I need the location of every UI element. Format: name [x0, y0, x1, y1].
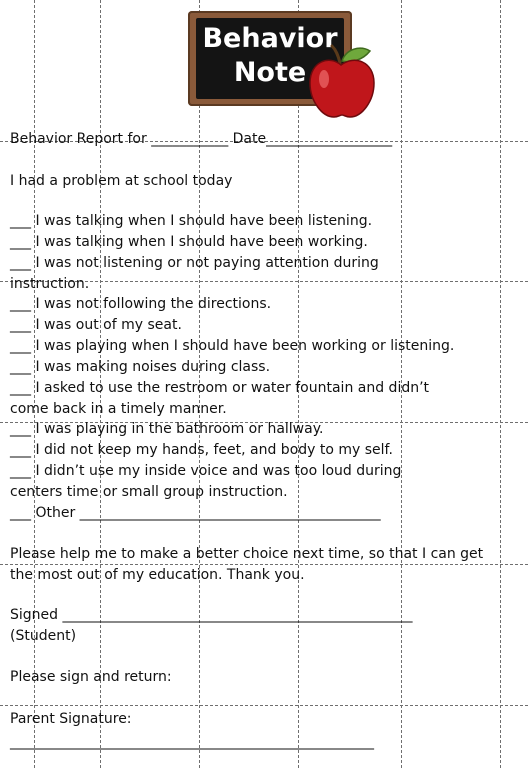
closing-text-line-1: Please help me to make a better choice next time, so that I can get — [10, 546, 484, 562]
checklist-item-continuation: come back in a timely manner. — [10, 401, 227, 417]
behavior-note-header — [188, 11, 374, 117]
grid-vline-6 — [500, 0, 501, 768]
checklist-item[interactable]: ___ I didn’t use my inside voice and was too loud during — [10, 463, 402, 479]
title-line-2: Note — [233, 57, 307, 88]
checklist-item[interactable]: ___ I was talking when I should have been listening. — [10, 213, 373, 229]
checklist-item[interactable]: ___ I asked to use the restroom or water fountain and didn’t — [10, 380, 430, 396]
parent-signature-blank[interactable]: ____________________________________________________ — [10, 734, 374, 750]
checklist-item[interactable]: ___ I did not keep my hands, feet, and body to my self. — [10, 442, 393, 458]
grid-hline-5 — [0, 705, 528, 706]
return-instruction: Please sign and return: — [10, 669, 172, 685]
student-name-blank[interactable]: ___________ — [151, 131, 229, 147]
date-label: Date — [232, 131, 267, 147]
checklist-item[interactable]: ___ I was playing in the bathroom or hallway. — [10, 421, 324, 437]
date-blank[interactable]: __________________ — [266, 131, 393, 147]
grid-hline-4 — [0, 564, 528, 565]
title-line-1: Behavior — [202, 23, 338, 54]
checklist-item[interactable]: ___ I was making noises during class. — [10, 359, 271, 375]
student-label: (Student) — [10, 628, 77, 644]
apple-icon — [306, 41, 378, 121]
closing-text-line-2: the most out of my education. Thank you. — [10, 567, 305, 583]
checklist-item[interactable]: ___ I was not listening or not paying attention during — [10, 255, 379, 271]
checklist-item[interactable]: ___ I was talking when I should have been working. — [10, 234, 368, 250]
checklist-item[interactable]: ___ I was playing when I should have been working or listening. — [10, 338, 455, 354]
checklist-item-continuation: instruction. — [10, 276, 90, 292]
student-signature-line[interactable]: Signed __________________________________________________ — [10, 607, 413, 623]
checklist-item-continuation: centers time or small group instruction. — [10, 484, 288, 500]
parent-signature-label: Parent Signature: — [10, 711, 132, 727]
report-header-line — [10, 130, 392, 148]
checklist-item[interactable]: ___ I was not following the directions. — [10, 296, 272, 312]
checklist-item-other[interactable]: ___ Other ___________________________________________ — [10, 505, 381, 521]
report-for-label: Behavior Report for — [10, 131, 147, 147]
intro-text: I had a problem at school today — [10, 173, 233, 189]
checklist-item[interactable]: ___ I was out of my seat. — [10, 317, 182, 333]
